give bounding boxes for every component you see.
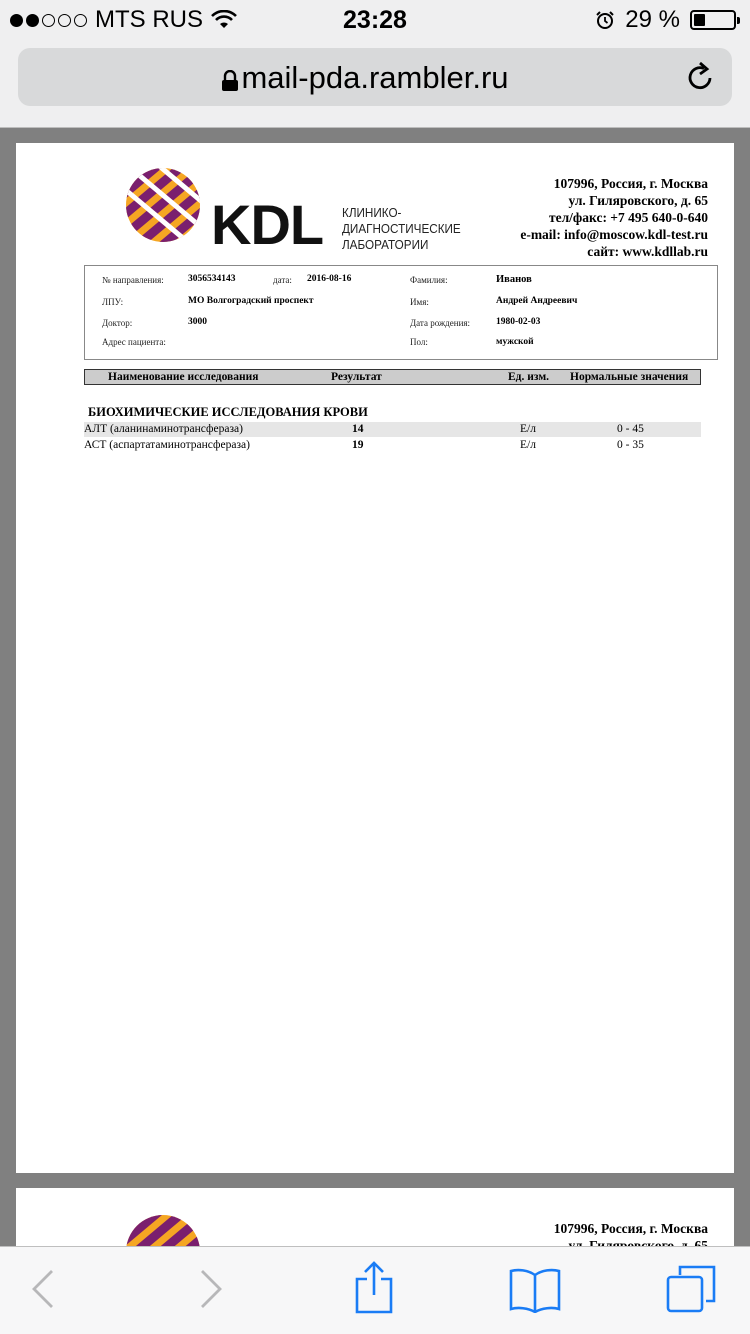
brand-subtitle	[342, 205, 461, 253]
header-norm: Нормальные значения	[570, 371, 689, 383]
kdl-logo-icon	[124, 165, 202, 245]
referral-value: 3056534143	[188, 274, 236, 284]
row-name: АСТ (аспартатаминотрансфераза)	[84, 439, 250, 451]
browser-toolbar	[0, 40, 750, 128]
address-line: сайт: www.kdllab.ru	[587, 244, 708, 259]
section-title: БИОХИМИЧЕСКИЕ ИССЛЕДОВАНИЯ КРОВИ	[88, 405, 368, 419]
carrier-name: MTS RUS	[95, 6, 203, 33]
address-line: тел/факс: +7 495 640-0-640	[548, 210, 708, 225]
lpu-value: МО Волгоградский проспект	[188, 296, 314, 306]
row-result: 14	[352, 423, 364, 435]
address-line: 107996, Россия, г. Москва	[553, 1221, 708, 1236]
doctor-value: 3000	[188, 317, 207, 327]
safari-bottom-toolbar	[0, 1246, 750, 1334]
alarm-icon	[595, 10, 615, 30]
results-table-header	[84, 369, 701, 385]
clock: 23:28	[343, 6, 407, 34]
tabs-button[interactable]	[666, 1263, 718, 1315]
sex-value: мужской	[496, 337, 534, 347]
header-unit: Ед. изм.	[508, 371, 550, 383]
row-unit: Е/л	[520, 439, 536, 451]
row-unit: Е/л	[520, 423, 536, 435]
address-bar[interactable]	[18, 48, 732, 106]
surname-label: Фамилия:	[410, 275, 448, 285]
row-norm: 0 - 45	[617, 423, 644, 435]
table-row	[84, 438, 701, 453]
name-label: Имя:	[410, 297, 429, 307]
brand-wordmark: KDL	[211, 193, 324, 256]
surname-value: Иванов	[496, 274, 532, 285]
share-button[interactable]	[354, 1261, 394, 1315]
table-row	[84, 422, 701, 437]
lpu-label: ЛПУ:	[102, 297, 124, 307]
header-result: Результат	[331, 371, 382, 383]
date-value: 2016-08-16	[307, 274, 352, 284]
dob-label: Дата рождения:	[410, 318, 471, 328]
status-bar	[0, 0, 750, 40]
subtitle-line: ДИАГНОСТИЧЕСКИЕ	[342, 221, 461, 236]
address-line: ул. Гиляровского, д. 65	[568, 193, 708, 208]
reload-icon[interactable]	[686, 61, 716, 93]
doctor-label: Доктор:	[102, 318, 133, 328]
document-page	[16, 143, 734, 1173]
bookmarks-button[interactable]	[508, 1267, 562, 1313]
patient-address-label: Адрес пациента:	[102, 337, 166, 347]
sex-label: Пол:	[410, 337, 428, 347]
address-line: 107996, Россия, г. Москва	[553, 176, 708, 191]
name-value: Андрей Андреевич	[496, 296, 578, 306]
url-text: mail-pda.rambler.ru	[241, 60, 509, 95]
forward-button[interactable]	[198, 1267, 224, 1311]
battery-icon	[690, 10, 736, 30]
subtitle-line: ЛАБОРАТОРИИ	[342, 237, 429, 252]
subtitle-line: КЛИНИКО-	[342, 205, 402, 220]
lab-address	[520, 175, 708, 260]
row-name: АЛТ (аланинаминотрансфераза)	[84, 423, 243, 435]
back-button[interactable]	[30, 1267, 56, 1311]
date-label: дата:	[273, 275, 292, 285]
referral-label: № направления:	[102, 275, 164, 285]
patient-info-box	[84, 265, 718, 360]
row-norm: 0 - 35	[617, 439, 644, 451]
row-result: 19	[352, 439, 364, 451]
dob-value: 1980-02-03	[496, 317, 541, 327]
header-name: Наименование исследования	[108, 371, 259, 383]
battery-percent: 29 %	[625, 6, 680, 33]
address-line: e-mail: info@moscow.kdl-test.ru	[520, 227, 708, 242]
